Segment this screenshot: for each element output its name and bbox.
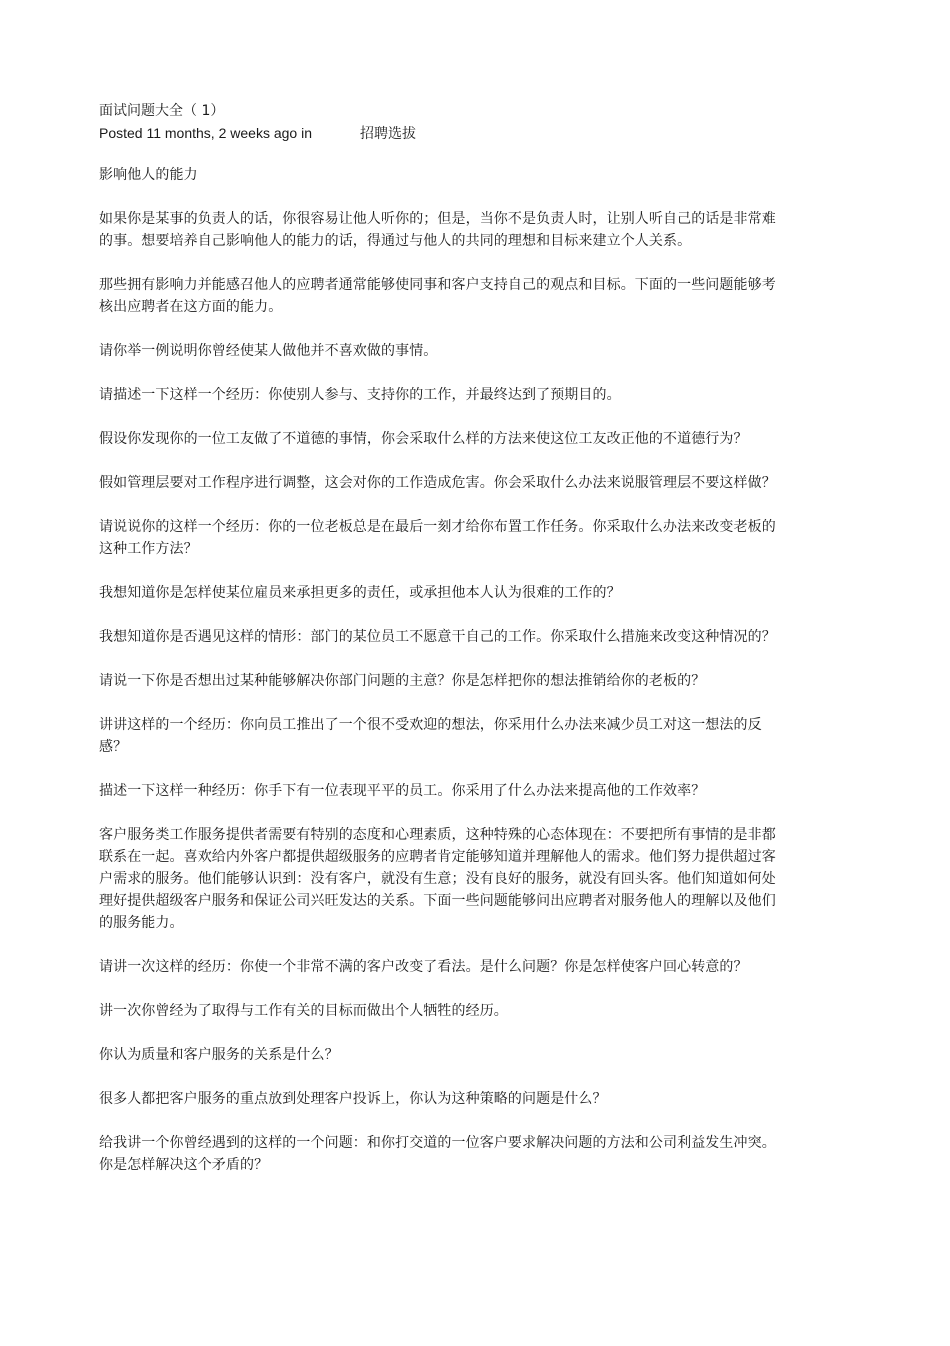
document-title: 面试问题大全（ 1） <box>99 103 225 119</box>
question-item: 请说一下你是否想出过某种能够解决你部门问题的主意？你是怎样把你的想法推销给你的老板的？ <box>99 673 706 689</box>
question-item: 假如管理层要对工作程序进行调整，这会对你的工作造成危害。你会采取什么办法来说服管理层不要这样做？ <box>99 475 776 491</box>
question-item: 请说说你的这样一个经历：你的一位老板总是在最后一刻才给你布置工作任务。你采取什么办法来改变老板的这种工作方法？ <box>99 519 776 557</box>
question-item: 请讲一次这样的经历：你使一个非常不满的客户改变了看法。是什么问题？你是怎样使客户回心转意的？ <box>99 959 748 975</box>
question-item: 你认为质量和客户服务的关系是什么？ <box>99 1047 339 1063</box>
question-item: 请描述一下这样一个经历：你使别人参与、支持你的工作，并最终达到了预期目的。 <box>99 387 621 403</box>
section-heading: 影响他人的能力 <box>99 167 198 183</box>
question-item: 我想知道你是否遇见这样的情形：部门的某位员工不愿意干自己的工作。你采取什么措施来改变这种情况的？ <box>99 629 776 645</box>
question-item: 我想知道你是怎样使某位雇员来承担更多的责任，或承担他本人认为很难的工作的？ <box>99 585 621 601</box>
paragraph: 如果你是某事的负责人的话，你很容易让他人听你的；但是，当你不是负责人时，让别人听自己的话是非常难的事。想要培养自己影响他人的能力的话，得通过与他人的共同的理想和目标来建立个人关系。 <box>99 211 776 249</box>
category-link[interactable]: 招聘选拔 <box>359 125 416 141</box>
question-item: 给我讲一个你曾经遇到的这样的一个问题：和你打交道的一位客户要求解决问题的方法和公司利益发生冲突。你是怎样解决这个矛盾的？ <box>99 1135 776 1173</box>
question-item: 讲讲这样的一个经历：你向员工推出了一个很不受欢迎的想法，你采用什么办法来减少员工对这一想法的反感？ <box>99 717 762 755</box>
question-item: 很多人都把客户服务的重点放到处理客户投诉上，你认为这种策略的问题是什么？ <box>99 1091 607 1107</box>
post-meta <box>99 122 789 144</box>
posted-info: Posted 11 months, 2 weeks ago in <box>99 125 312 141</box>
question-item: 描述一下这样一种经历：你手下有一位表现平平的员工。你采用了什么办法来提高他的工作效率？ <box>99 783 706 799</box>
document-body <box>99 100 789 1198</box>
question-item: 假设你发现你的一位工友做了不道德的事情，你会采取什么样的方法来使这位工友改正他的不道德行为？ <box>99 431 748 447</box>
question-item: 讲一次你曾经为了取得与工作有关的目标而做出个人牺牲的经历。 <box>99 1003 508 1019</box>
paragraph: 客户服务类工作服务提供者需要有特别的态度和心理素质，这种特殊的心态体现在：不要把所有事情的是非都联系在一起。喜欢给内外客户都提供超级服务的应聘者肯定能够知道并理解他人的需求。他们努力提供超过客户需求的服务。他们能够认识到：没有客户，就没有生意；没有良好的服务，就没有回头客。他们知道如何处理好提供超级客户服务和保证公司兴旺发达的关系。下面一些问题能够问出应聘者对服务他人的理解以及他们的服务能力。 <box>99 827 776 931</box>
question-item: 请你举一例说明你曾经使某人做他并不喜欢做的事情。 <box>99 343 438 359</box>
paragraph: 那些拥有影响力并能感召他人的应聘者通常能够使同事和客户支持自己的观点和目标。下面的一些问题能够考核出应聘者在这方面的能力。 <box>99 277 776 315</box>
